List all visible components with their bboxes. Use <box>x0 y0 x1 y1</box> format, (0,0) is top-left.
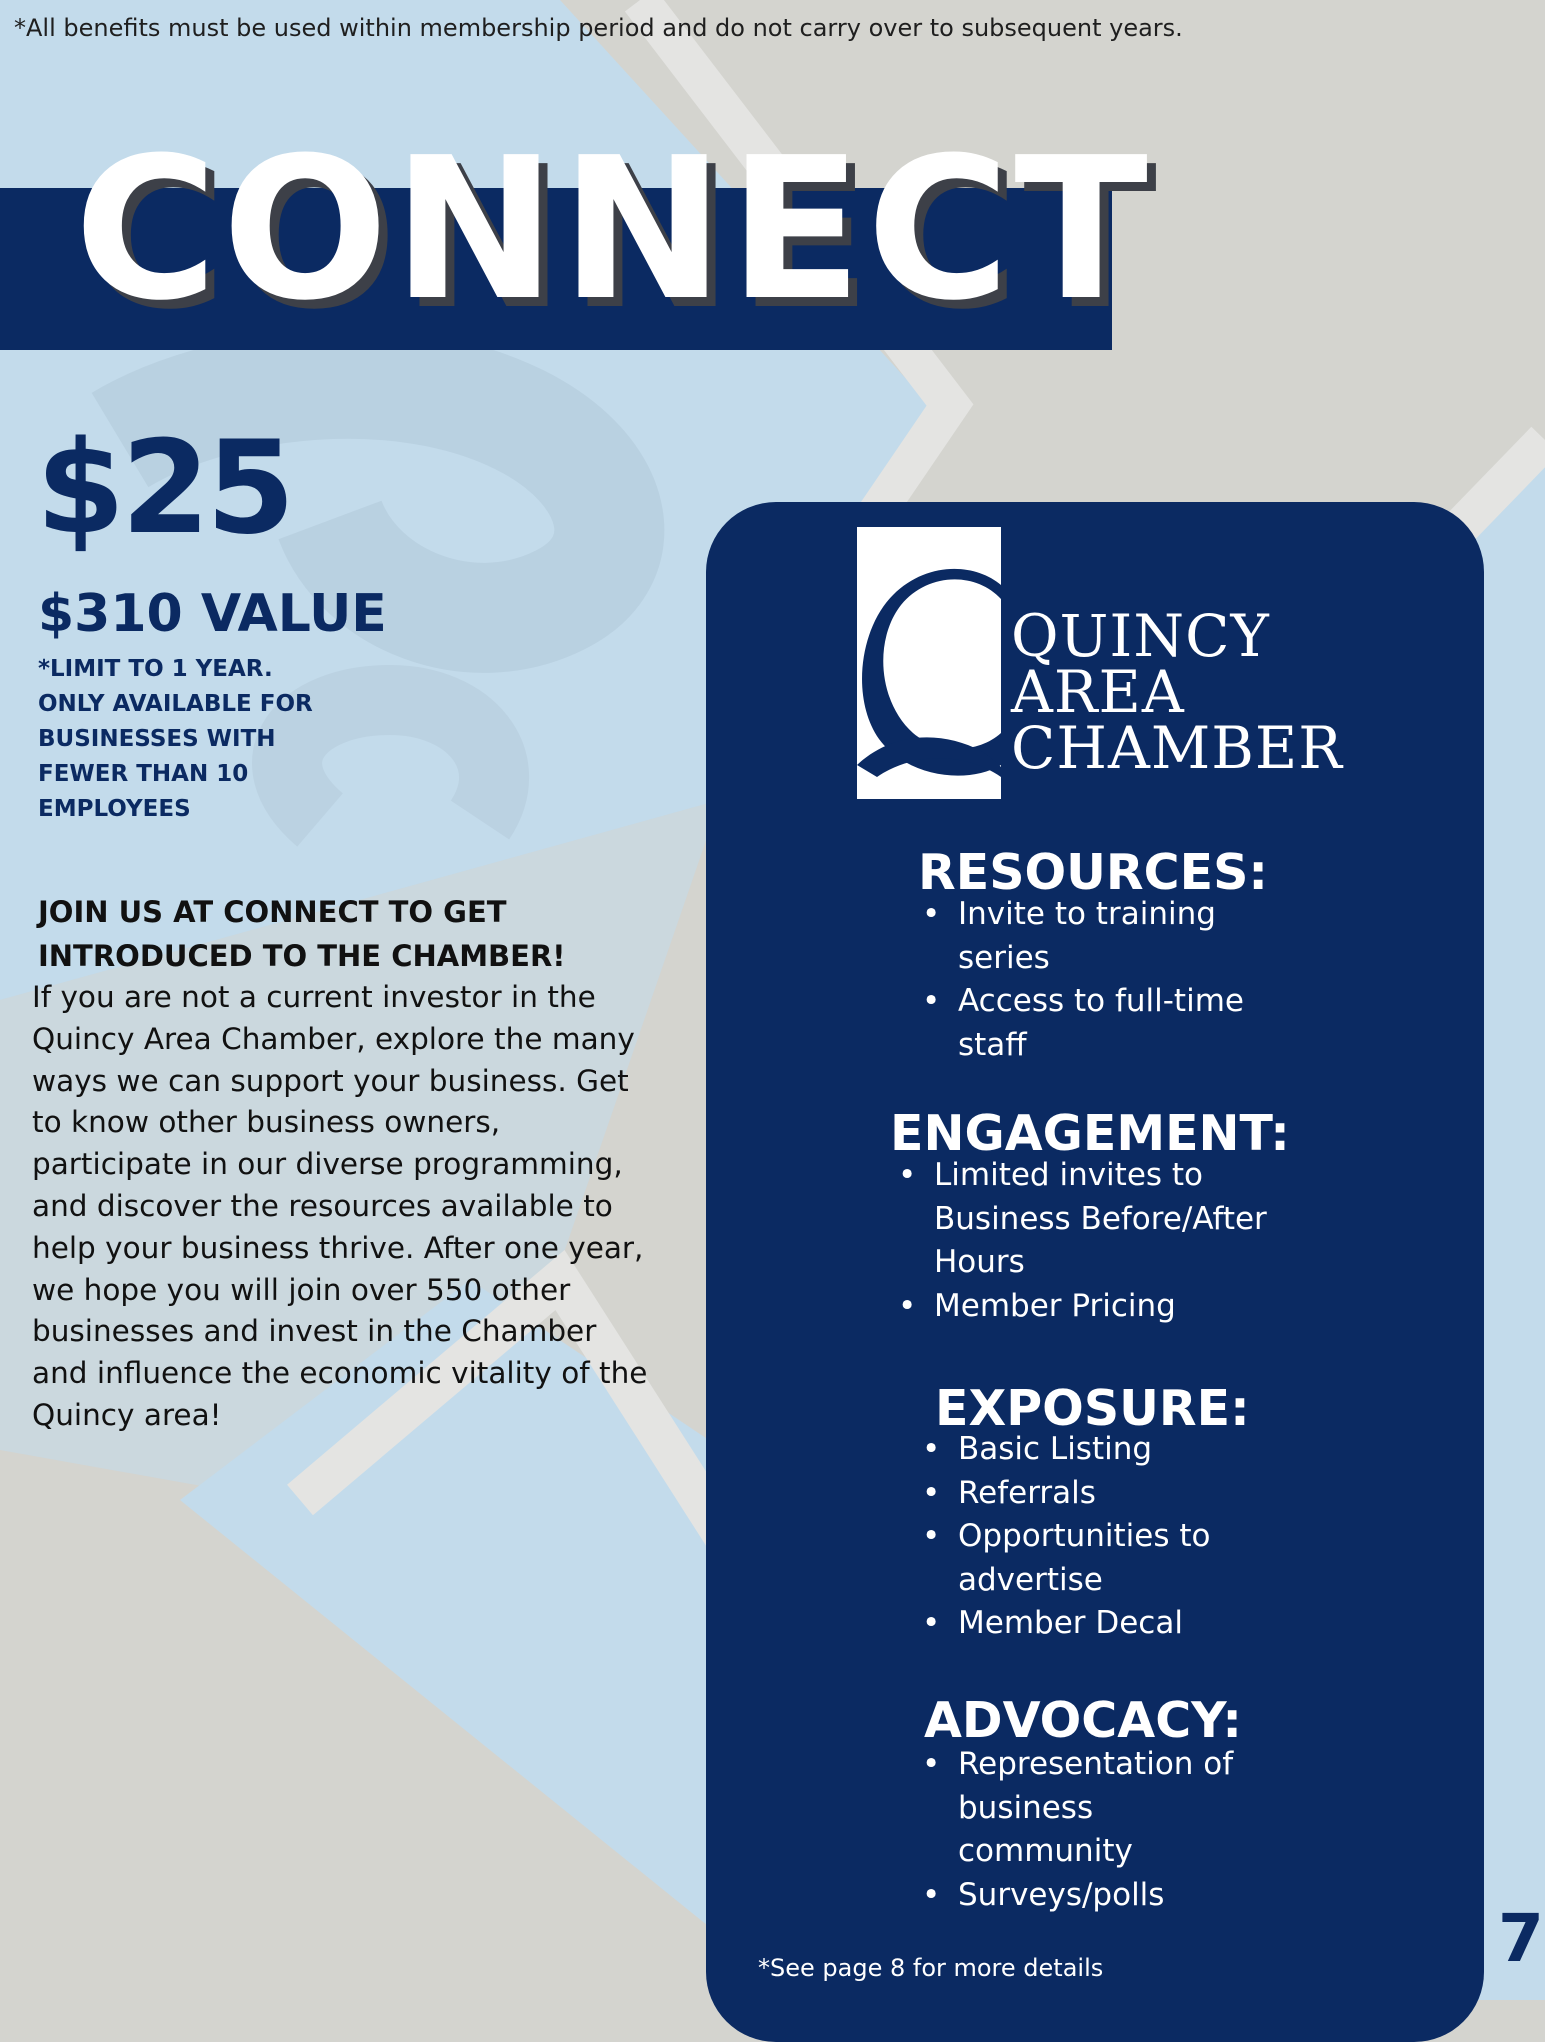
intro-line: businesses and invest in the Chamber <box>32 1314 597 1349</box>
list-item-line: • Access to full-time <box>958 983 1244 1019</box>
list-item <box>922 1428 1211 1472</box>
join-heading-line: JOIN US AT CONNECT TO GET <box>38 895 507 929</box>
chamber-logo-icon <box>857 527 1007 799</box>
list-item <box>898 1285 1267 1329</box>
eligibility-line: *LIMIT TO 1 YEAR. <box>38 656 273 682</box>
list-item-line: • Member Pricing <box>934 1287 1176 1324</box>
list-item <box>922 980 1244 1067</box>
section-title-exposure: EXPOSURE: <box>935 1380 1250 1437</box>
eligibility-line: EMPLOYEES <box>38 796 191 822</box>
list-item-line: series <box>958 939 1050 976</box>
logo-text-line: CHAMBER <box>1011 714 1343 782</box>
membership-value: $310 VALUE <box>38 584 387 644</box>
intro-line: to know other business owners, <box>32 1105 501 1140</box>
details-footnote: *See page 8 for more details <box>758 1954 1104 1982</box>
logo-text-line: AREA <box>1011 658 1185 726</box>
list-item-line: • Opportunities to <box>958 1518 1211 1554</box>
list-item-line: • Representation of <box>958 1746 1234 1782</box>
eligibility-line: FEWER THAN 10 <box>38 761 249 787</box>
list-item <box>922 1472 1211 1516</box>
intro-line: Quincy Area Chamber, explore the many <box>32 1021 635 1056</box>
join-heading-line: INTRODUCED TO THE CHAMBER! <box>38 939 566 973</box>
membership-price: $25 <box>36 414 292 563</box>
list-item-line: • Invite to training <box>958 896 1216 932</box>
section-title-advocacy: ADVOCACY: <box>924 1692 1242 1749</box>
list-item <box>898 1154 1267 1285</box>
list-item-line: business <box>958 1789 1094 1826</box>
intro-paragraph <box>32 977 682 1437</box>
section-title-engagement: ENGAGEMENT: <box>890 1105 1290 1162</box>
section-title-resources: RESOURCES: <box>918 844 1268 901</box>
intro-line: If you are not a current investor in the <box>32 980 596 1014</box>
list-item-line: • Member Decal <box>958 1605 1183 1641</box>
advocacy-list <box>922 1743 1233 1917</box>
intro-line: and influence the economic vitality of the <box>32 1356 648 1391</box>
chamber-logo-text <box>1011 602 1343 782</box>
benefits-disclaimer: *All benefits must be used within membership period and do not carry over to subsequent years. <box>14 14 1183 42</box>
list-item <box>922 1874 1233 1918</box>
eligibility-line: BUSINESSES WITH <box>38 726 276 752</box>
page-number: 7 <box>1498 1900 1544 1977</box>
list-item-line: • Basic Listing <box>958 1431 1153 1467</box>
list-item <box>922 1743 1233 1874</box>
join-heading <box>38 890 658 978</box>
resources-list <box>922 893 1244 1067</box>
page-title: CONNECT <box>74 116 1152 344</box>
intro-line: participate in our diverse programming, <box>32 1147 623 1182</box>
intro-line: ways we can support your business. Get <box>32 1063 629 1098</box>
eligibility-line: ONLY AVAILABLE FOR <box>38 691 313 717</box>
eligibility-note <box>38 652 398 827</box>
intro-line: help your business thrive. After one year, <box>32 1230 644 1265</box>
list-item-line: Hours <box>934 1244 1025 1280</box>
intro-line: we hope you will join over 550 other <box>32 1272 571 1307</box>
engagement-list <box>898 1154 1267 1328</box>
intro-line: and discover the resources available to <box>32 1188 613 1223</box>
list-item-line: advertise <box>958 1561 1103 1598</box>
list-item-line: • Limited invites to <box>934 1157 1204 1193</box>
exposure-list <box>922 1428 1211 1646</box>
list-item <box>922 893 1244 980</box>
list-item <box>922 1602 1211 1646</box>
list-item <box>922 1515 1211 1602</box>
list-item-line: • Referrals <box>958 1474 1096 1511</box>
list-item-line: staff <box>958 1026 1027 1063</box>
list-item-line: • Surveys/polls <box>958 1876 1165 1913</box>
list-item-line: Business Before/After <box>934 1200 1267 1237</box>
list-item-line: community <box>958 1833 1133 1869</box>
intro-line: Quincy area! <box>32 1397 222 1432</box>
logo-text-line: QUINCY <box>1011 602 1270 670</box>
